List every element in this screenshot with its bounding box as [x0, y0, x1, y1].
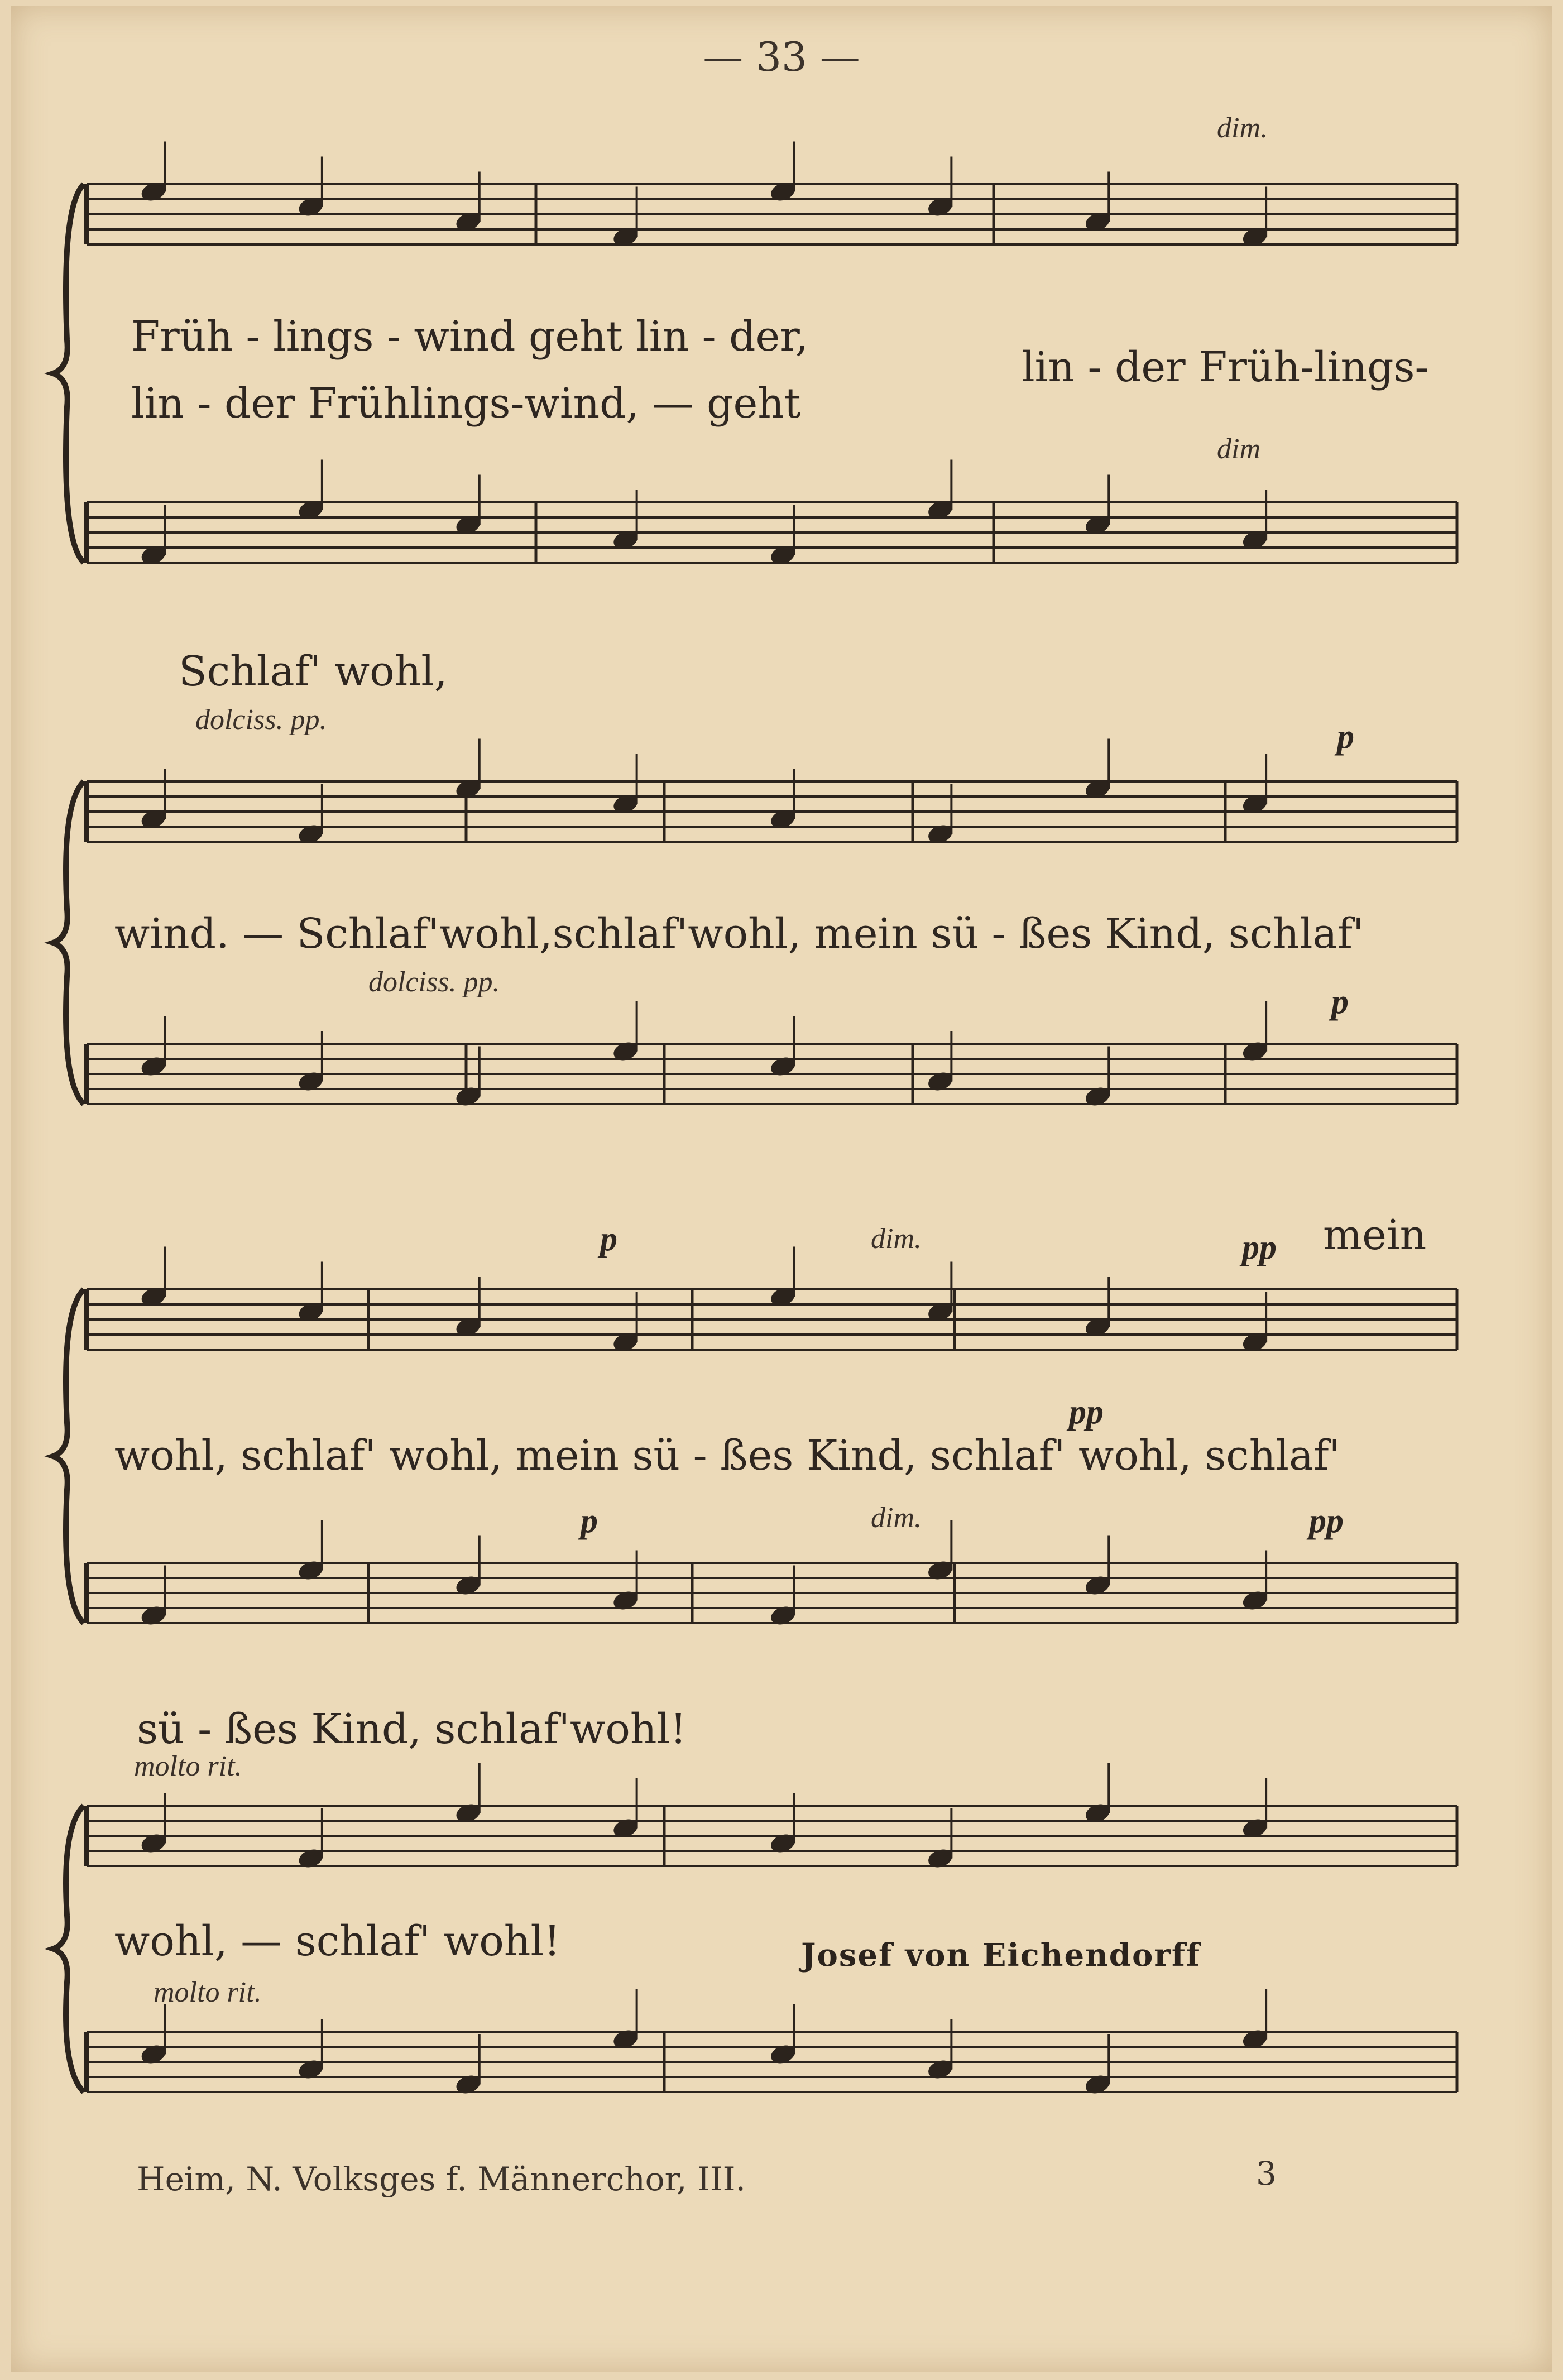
- footer-source: Heim, N. Volksges f. Männerchor, III.: [137, 2160, 746, 2198]
- page-number: — 33 —: [703, 33, 860, 80]
- lyric-line: Schlaf' wohl,: [179, 647, 448, 695]
- author-credit: Josef von Eichendorff: [801, 1937, 1201, 1974]
- lyric-line: lin - der Frühlings-wind, — geht: [131, 380, 801, 428]
- dynamic-dolcissimo: dolciss. pp.: [195, 704, 327, 736]
- dynamic-pp: pp: [1309, 1502, 1344, 1540]
- lyric-line: mein: [1323, 1211, 1427, 1259]
- lyric-line: wohl, schlaf' wohl, mein sü - ßes Kind, schlaf' wohl, schlaf': [114, 1432, 1340, 1480]
- footer-page-number: 3: [1256, 2155, 1277, 2192]
- dynamic-dim: dim.: [1217, 112, 1268, 144]
- lyric-line: sü - ßes Kind, schlaf'wohl!: [137, 1705, 687, 1753]
- dynamic-molto-rit: molto rit.: [154, 1976, 262, 2008]
- dynamic-dim: dim: [1217, 433, 1260, 465]
- dynamic-molto-rit: molto rit.: [134, 1750, 242, 1782]
- dynamic-dim: dim.: [871, 1223, 922, 1255]
- staff-brace: [53, 1289, 84, 1623]
- dynamic-p: p: [1331, 983, 1349, 1021]
- dynamic-dolcissimo: dolciss. pp.: [368, 966, 500, 998]
- staff-brace: [53, 184, 84, 563]
- lyric-line: lin - der Früh-lings-: [1022, 343, 1429, 391]
- staff-brace: [53, 1806, 84, 2092]
- dynamic-dim: dim.: [871, 1502, 922, 1534]
- dynamic-p: p: [581, 1502, 598, 1540]
- dynamic-pp: pp: [1069, 1393, 1104, 1431]
- dynamic-pp: pp: [1242, 1229, 1277, 1266]
- dynamic-p: p: [1337, 718, 1354, 756]
- dynamic-p: p: [600, 1220, 617, 1258]
- lyric-line: wohl, — schlaf' wohl!: [114, 1917, 560, 1965]
- lyric-line: Früh - lings - wind geht lin - der,: [131, 313, 809, 361]
- lyric-line: wind. — Schlaf'wohl,schlaf'wohl, mein sü - ßes Kind, schlaf': [114, 910, 1364, 958]
- staff-brace: [53, 781, 84, 1104]
